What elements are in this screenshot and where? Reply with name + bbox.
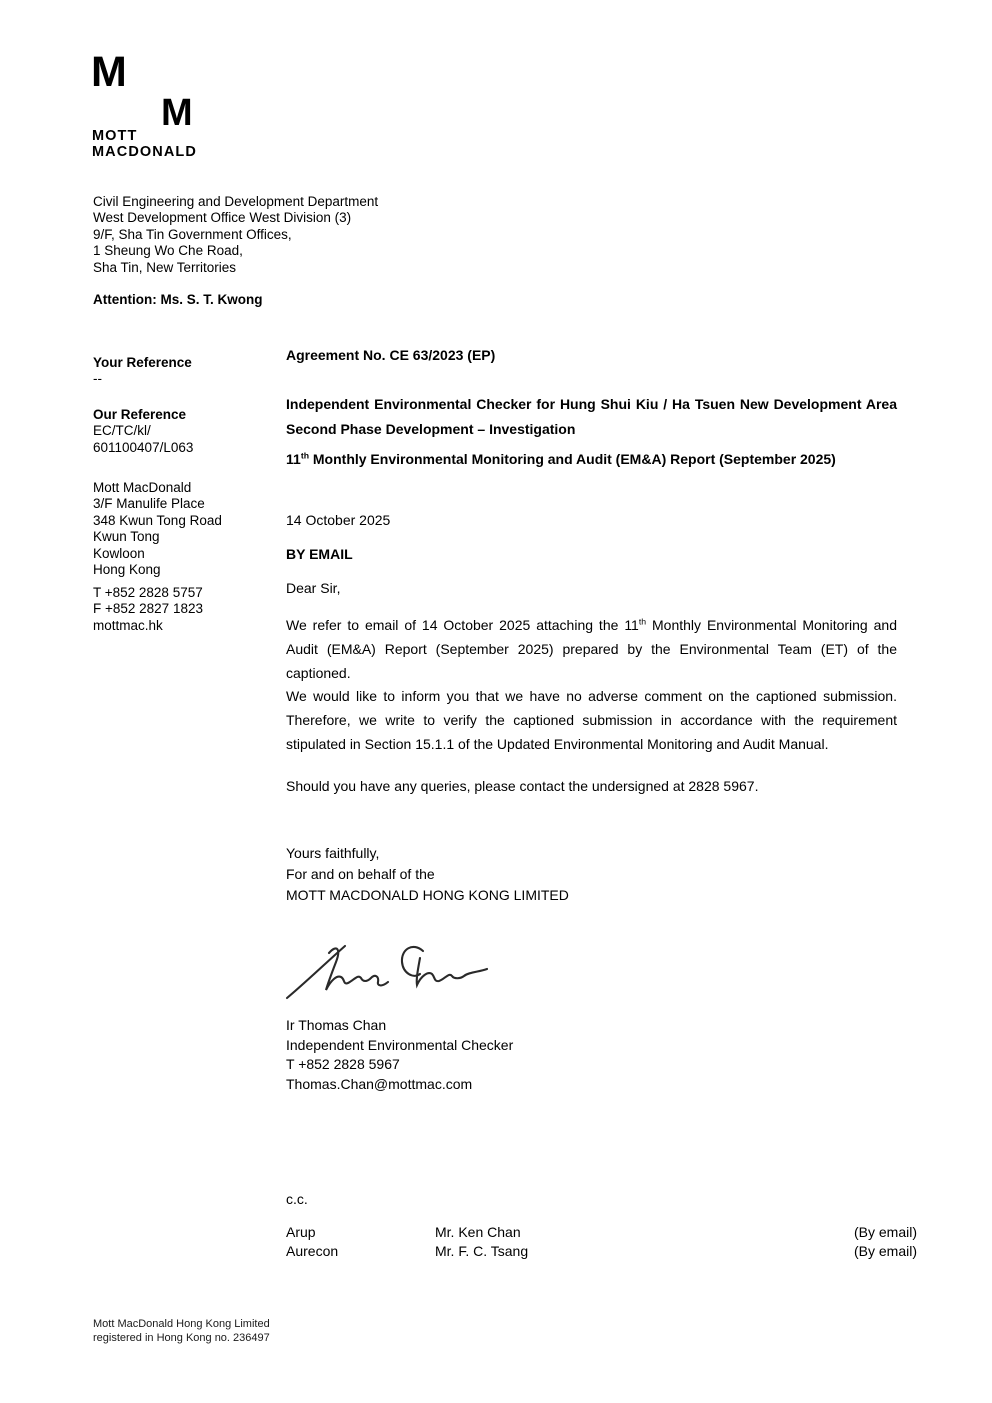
- signatory-block: [286, 1016, 897, 1095]
- your-reference-value: --: [93, 371, 102, 387]
- cc-person: Mr. F. C. Tsang: [435, 1243, 529, 1259]
- sender-address-line: Hong Kong: [93, 562, 161, 578]
- cc-row: [286, 1223, 917, 1242]
- sender-address-line: Kowloon: [93, 545, 145, 561]
- recipient-address-line: 9/F, Sha Tin Government Offices,: [93, 226, 292, 242]
- recipient-address-line: West Development Office West Division (3): [93, 210, 352, 226]
- recipient-address: [93, 194, 378, 276]
- signature-image: [283, 938, 495, 1012]
- subject-report-ordinal: th: [300, 450, 309, 461]
- signatory-tel: T +852 2828 5967: [286, 1056, 400, 1073]
- cc-delivery-method: (By email): [853, 1243, 917, 1259]
- body-paragraph-3: Should you have any queries, please contact the undersigned at 2828 5967.: [286, 778, 759, 794]
- our-reference-value: EC/TC/kl/: [93, 423, 151, 439]
- logo-name-macdonald: MACDONALD: [92, 144, 197, 160]
- closing-line: For and on behalf of the: [286, 866, 435, 882]
- attention-line: Attention: Ms. S. T. Kwong: [93, 292, 263, 307]
- paragraph1-text: We refer to email of 14 October 2025 attaching the 11: [286, 617, 639, 633]
- sender-address-line: Mott MacDonald: [93, 480, 192, 495]
- sender-address-line: 3/F Manulife Place: [93, 496, 205, 512]
- cc-person: Mr. Ken Chan: [435, 1224, 521, 1240]
- recipient-address-line: Sha Tin, New Territories: [93, 259, 237, 275]
- cc-delivery-method: (By email): [853, 1224, 917, 1240]
- paragraph1-text: Monthly Environmental Monitoring and Audit (EM&A) Report (September 2025) prepared by the Environmental Team (ET) of the captioned.: [286, 617, 897, 681]
- sender-address-line: Kwun Tong: [93, 529, 160, 545]
- sender-fax: F +852 2827 1823: [93, 601, 203, 617]
- signatory-email: Thomas.Chan@mottmac.com: [286, 1076, 473, 1093]
- subject-report-text: Monthly Environmental Monitoring and Audit (EM&A) Report (September 2025): [309, 451, 836, 467]
- logo-m-large: M: [91, 48, 126, 96]
- subject-line-report: [286, 447, 897, 471]
- body-paragraph-1: [286, 613, 897, 685]
- cc-label: c.c.: [286, 1191, 308, 1207]
- delivery-method: BY EMAIL: [286, 546, 353, 562]
- cc-organisation: Aurecon: [286, 1243, 339, 1259]
- sender-tel: T +852 2828 5757: [93, 585, 203, 600]
- paragraph1-ordinal: th: [638, 616, 647, 627]
- cc-table: [286, 1223, 917, 1261]
- our-reference-label: Our Reference: [93, 407, 187, 422]
- footer-line: registered in Hong Kong no. 236497: [93, 1331, 270, 1344]
- subject-line-project: Independent Environmental Checker for Hung Shui Kiu / Ha Tsuen New Development Area Second Phase Development – Investigation: [286, 396, 897, 437]
- cc-organisation: Arup: [286, 1224, 316, 1240]
- closing-line: MOTT MACDONALD HONG KONG LIMITED: [286, 887, 569, 903]
- sender-address-line: 348 Kwun Tong Road: [93, 512, 222, 528]
- closing-block: [286, 843, 897, 906]
- our-reference-value: 601100407/L063: [93, 439, 194, 455]
- sender-website: mottmac.hk: [93, 617, 163, 633]
- sender-contact-block: [93, 585, 273, 634]
- our-reference-block: [93, 407, 273, 456]
- your-reference-label: Your Reference: [93, 355, 192, 370]
- logo-name-mott: MOTT: [92, 128, 138, 144]
- signatory-name: Ir Thomas Chan: [286, 1017, 387, 1033]
- salutation: Dear Sir,: [286, 580, 341, 596]
- cc-row: [286, 1242, 917, 1261]
- your-reference-block: [93, 355, 273, 388]
- sender-address-block: [93, 480, 273, 578]
- letter-date: 14 October 2025: [286, 512, 391, 528]
- subject-report-number: 11: [286, 451, 301, 467]
- company-registration-footer: [93, 1318, 270, 1345]
- agreement-number: Agreement No. CE 63/2023 (EP): [286, 347, 496, 363]
- recipient-address-line: Civil Engineering and Development Department: [93, 194, 379, 209]
- footer-line: Mott MacDonald Hong Kong Limited: [93, 1318, 270, 1330]
- body-paragraph-2: We would like to inform you that we have no adverse comment on the captioned submission. Therefore, we write to verify the captioned submission in accordance with the requirement stipulated in Section 15.1.1 of the Updated Environmental Monitoring and Audit Manual.: [286, 688, 897, 752]
- closing-line: Yours faithfully,: [286, 845, 380, 861]
- logo-m-small: M: [161, 92, 192, 134]
- recipient-address-line: 1 Sheung Wo Che Road,: [93, 243, 243, 259]
- signatory-title: Independent Environmental Checker: [286, 1036, 514, 1053]
